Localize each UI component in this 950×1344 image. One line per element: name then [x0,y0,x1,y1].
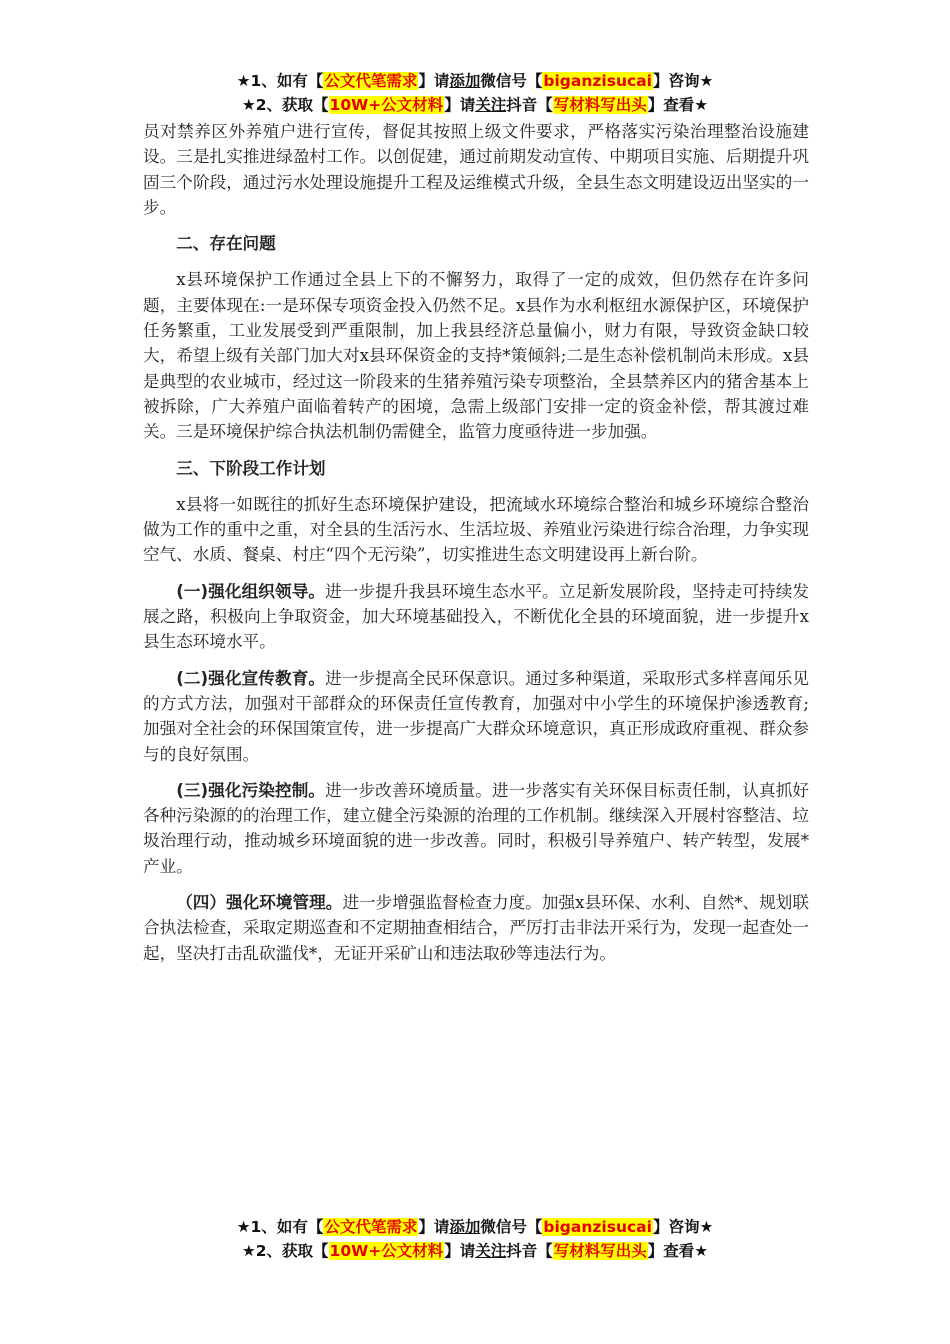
promo-text: 】咨询★ [652,72,714,90]
promo-line-2 [0,93,950,117]
promo-highlight: 10W+公文材料 [329,1242,444,1260]
paragraph-plan-item-4 [143,890,809,966]
promo-line-1 [0,1215,950,1239]
promo-text: 抖音【 [506,96,553,114]
promo-text: ★2、获取【 [241,96,329,114]
promo-underline: 添加 [449,1218,481,1236]
paragraph-plan-item-2 [143,666,809,767]
promo-underline: 添加 [449,72,481,90]
promo-line-1 [0,69,950,93]
item-body: 进一步增强监督检查力度。加强x县环保、水利、自然*、规划联合执法检查，采取定期巡查和不定期抽查相结合，严厉打击非法开采行为，发现一起查处一起，坚决打击乱砍滥伐*，无证开采矿山和违法取砂等违法行为。 [143,893,809,963]
promo-highlight: 公文代笔需求 [324,1218,418,1236]
promo-highlight: 10W+公文材料 [329,96,444,114]
item-lead: (一)强化组织领导。 [176,581,326,601]
promo-line-2 [0,1239,950,1263]
promo-text: 】请 [418,1218,450,1236]
section-heading-plan: 三、下阶段工作计划 [176,458,326,478]
item-lead: (三)强化污染控制。 [176,780,326,800]
promo-text: ★1、如有【 [236,1218,324,1236]
paragraph-problems: x县环境保护工作通过全县上下的不懈努力，取得了一定的成效，但仍然存在许多问题，主要体现在:一是环保专项资金投入仍然不足。x县作为水利枢纽水源保护区，环境保护任务繁重，工业发展受到严重限制，加上我县经济总量偏小，财力有限，导致资金缺口较大，希望上级有关部门加大对x县环保资金的支持*策倾斜;二是生态补偿机制尚未形成。x县是典型的农业城市，经过这一阶段来的生猪养殖污染专项整治，全县禁养区内的猪舍基本上被拆除，广大养殖户面临着转产的困境，急需上级部门安排一定的资金补偿，帮其渡过难关。三是环境保护综合执法机制仍需健全，监管力度亟待进一步加强。 [143,270,809,442]
item-body: 进一步改善环境质量。进一步落实有关环保目标责任制，认真抓好各种污染源的的治理工作，建立健全污染源的治理的工作机制。继续深入开展村容整洁、垃圾治理行动，推动城乡环境面貌的进一步改善。同时，积极引导养殖户、转产转型，发展*产业。 [143,780,810,876]
promo-text: 】请 [418,72,450,90]
item-lead: (二)强化宣传教育。 [176,668,326,688]
promo-banner-top [0,69,950,117]
promo-text: 微信号【 [480,72,543,90]
paragraph-plan-item-1 [143,579,809,655]
promo-text: ★2、获取【 [241,1242,329,1260]
item-lead: （四）强化环境管理。 [176,893,343,913]
promo-underline: 关注 [475,1242,507,1260]
promo-banner-bottom [0,1215,950,1263]
promo-text: 】查看★ [647,1242,709,1260]
promo-text: 抖音【 [506,1242,553,1260]
promo-highlight: 写材料写出头 [553,1242,647,1260]
paragraph-continuation: 员对禁养区外养殖户进行宣传，督促其按照上级文件要求，严格落实污染治理整治设施建设。三是扎实推进绿盈村工作。以创促建，通过前期发动宣传、中期项目实施、后期提升巩固三个阶段，通过污水处理设施提升工程及运维模式升级，全县生态文明建设迈出坚实的一步。 [143,122,809,217]
promo-highlight: biganzisucai [543,72,652,90]
promo-text: 】咨询★ [652,1218,714,1236]
promo-text: ★1、如有【 [236,72,324,90]
promo-highlight: 写材料写出头 [553,96,647,114]
document-body [143,119,809,977]
paragraph-plan-item-3 [143,778,809,879]
promo-highlight: biganzisucai [543,1218,652,1236]
promo-text: 】查看★ [647,96,709,114]
promo-highlight: 公文代笔需求 [324,72,418,90]
item-body: 进一步提升我县环境生态水平。立足新发展阶段，坚持走可持续发展之路，积极向上争取资金，加大环境基础投入，不断优化全县的环境面貌，进一步提升x县生态环境水平。 [143,581,810,652]
section-heading-problems: 二、存在问题 [176,234,276,254]
promo-underline: 关注 [475,96,507,114]
promo-text: 微信号【 [480,1218,543,1236]
promo-text: 】请 [444,1242,476,1260]
paragraph-plan-intro: x县将一如既往的抓好生态环境保护建设，把流域水环境综合整治和城乡环境综合整治做为工作的重中之重，对全县的生活污水、生活垃圾、养殖业污染进行综合治理，力争实现空气、水质、餐桌、村庄“四个无污染”，切实推进生态文明建设再上新台阶。 [143,494,809,565]
item-body: 进一步提高全民环保意识。通过多种渠道，采取形式多样喜闻乐见的方式方法，加强对干部群众的环保责任宣传教育，加强对中小学生的环境保护渗透教育;加强对全社会的环保国策宣传，进一步提高广大群众环境意识，真正形成政府重视、群众参与的良好氛围。 [143,668,810,764]
promo-text: 】请 [444,96,476,114]
